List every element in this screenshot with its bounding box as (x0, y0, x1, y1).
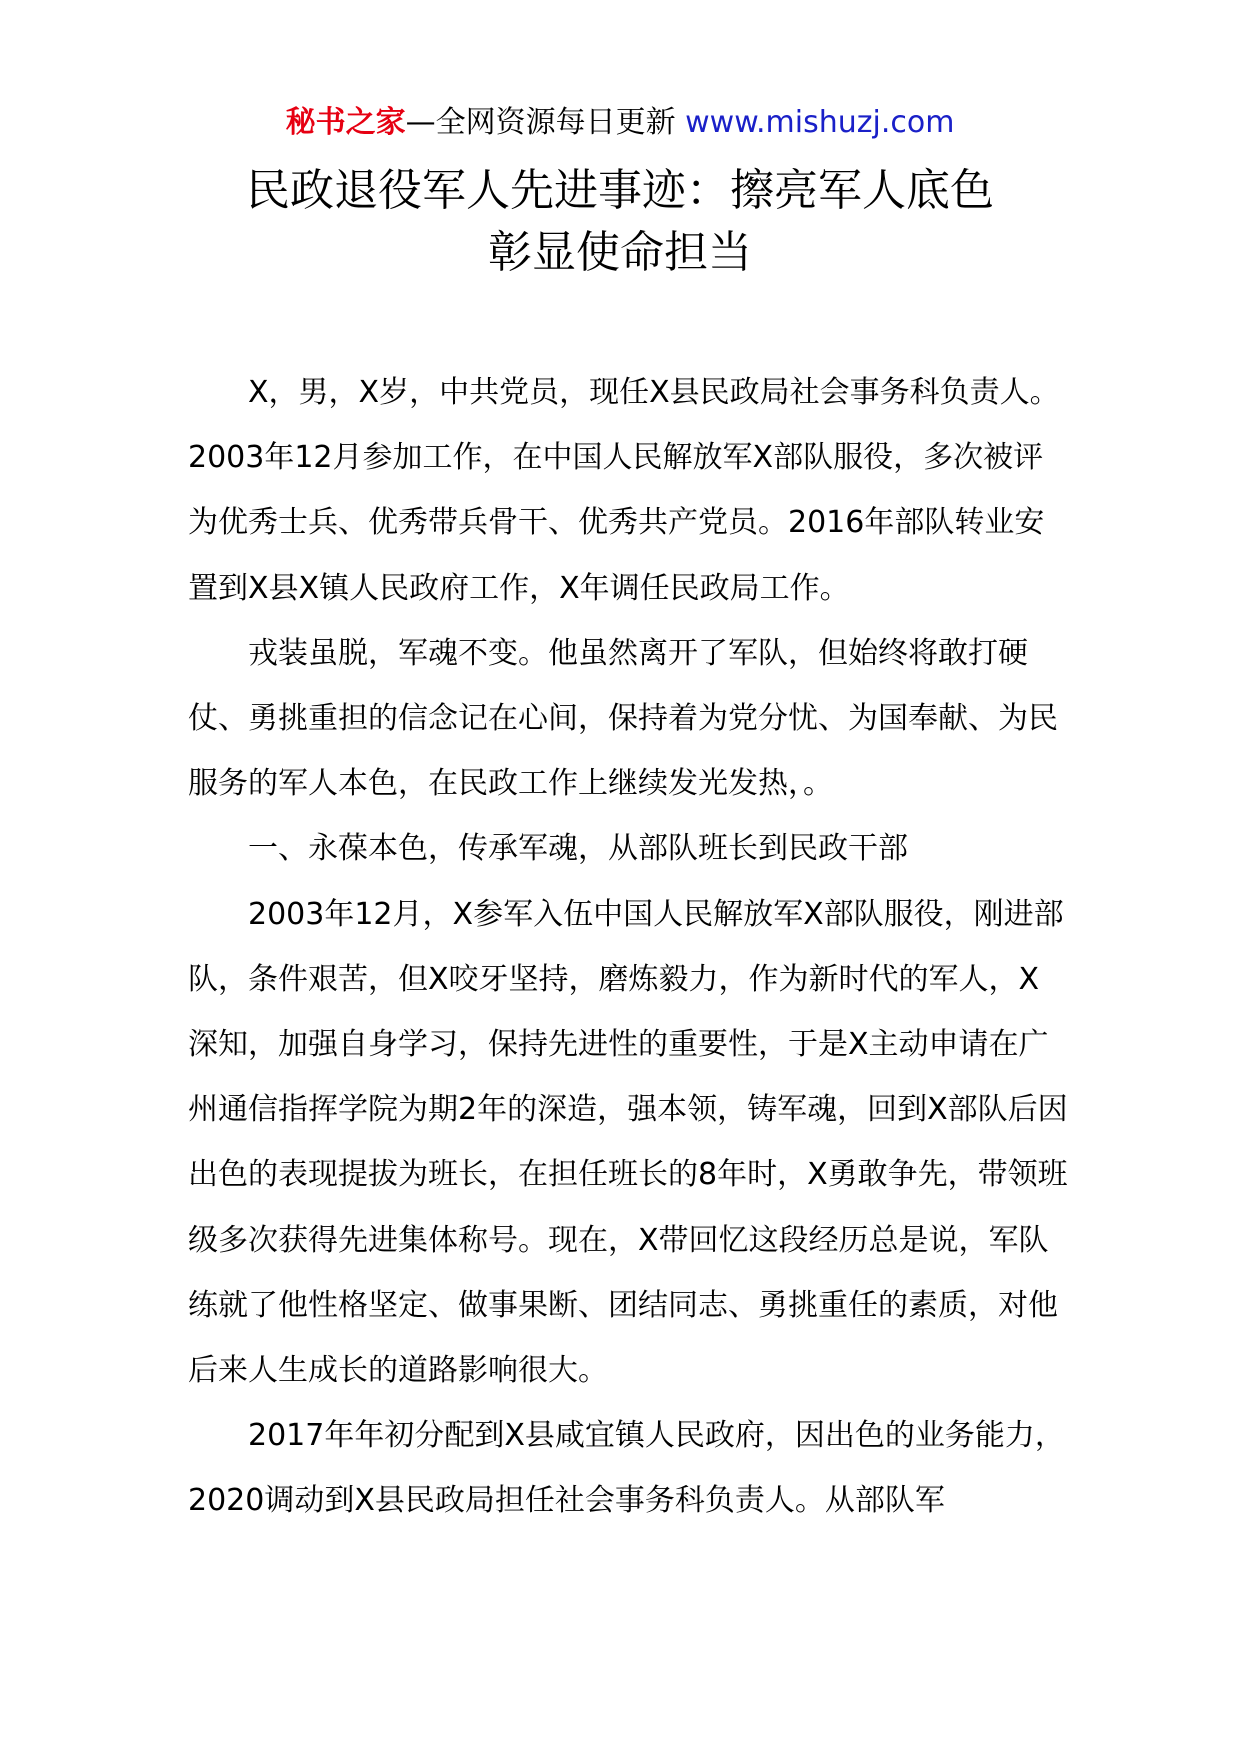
title-line-2: 彰显使命担当 (488, 227, 752, 278)
paragraph-spirit: 戎装虽脱，军魂不变。他虽然离开了军队，但始终将敢打硬仗、勇挑重担的信念记在心间，保持着为党分忧、为国奉献、为民服务的军人本色，在民政工作上继续发光发热，。 (188, 635, 1058, 802)
paragraph-intro: X，男，X岁，中共党员，现任X县民政局社会事务科负责人。2003年12月参加工作，在中国人民解放军X部队服役，多次被评为优秀士兵、优秀带兵骨干、优秀共产党员。2016年部队转业安置到X县X镇人民政府工作，X年调任民政局工作。 (188, 375, 1060, 606)
site-brand: 秘书之家 (285, 105, 406, 140)
title-line-1: 民政退役军人先进事迹：擦亮军人底色 (246, 165, 994, 216)
document-body (188, 360, 1068, 1534)
site-tagline: —全网资源每日更新 (405, 105, 686, 140)
paragraph-civil-affairs: 2017年年初分配到X县咸宜镇人民政府，因出色的业务能力，2020调动到X县民政局担任社会事务科负责人。从部队军 (188, 1418, 1065, 1519)
paragraph-military-service: 2003年12月，X参军入伍中国人民解放军X部队服役，刚进部队，条件艰苦，但X咬牙坚持，磨炼毅力，作为新时代的军人，X深知，加强自身学习，保持先进性的重要性，于是X主动申请在广州通信指挥学院为期2年的深造，强本领，铸军魂，回到X部队后因出色的表现提拔为班长，在担任班长的8年时，X勇敢争先，带领班级多次获得先进集体称号。现在，X带回忆这段经历总是说，军队练就了他性格坚定、做事果断、团结同志、勇挑重任的素质，对他后来人生成长的道路影响很大。 (188, 896, 1068, 1389)
site-url-link[interactable]: www.mishuzj.com (685, 105, 955, 140)
section-heading-1: 一、永葆本色，传承军魂，从部队班长到民政干部 (248, 831, 908, 867)
site-header (0, 100, 1240, 146)
document-title (120, 160, 1120, 284)
